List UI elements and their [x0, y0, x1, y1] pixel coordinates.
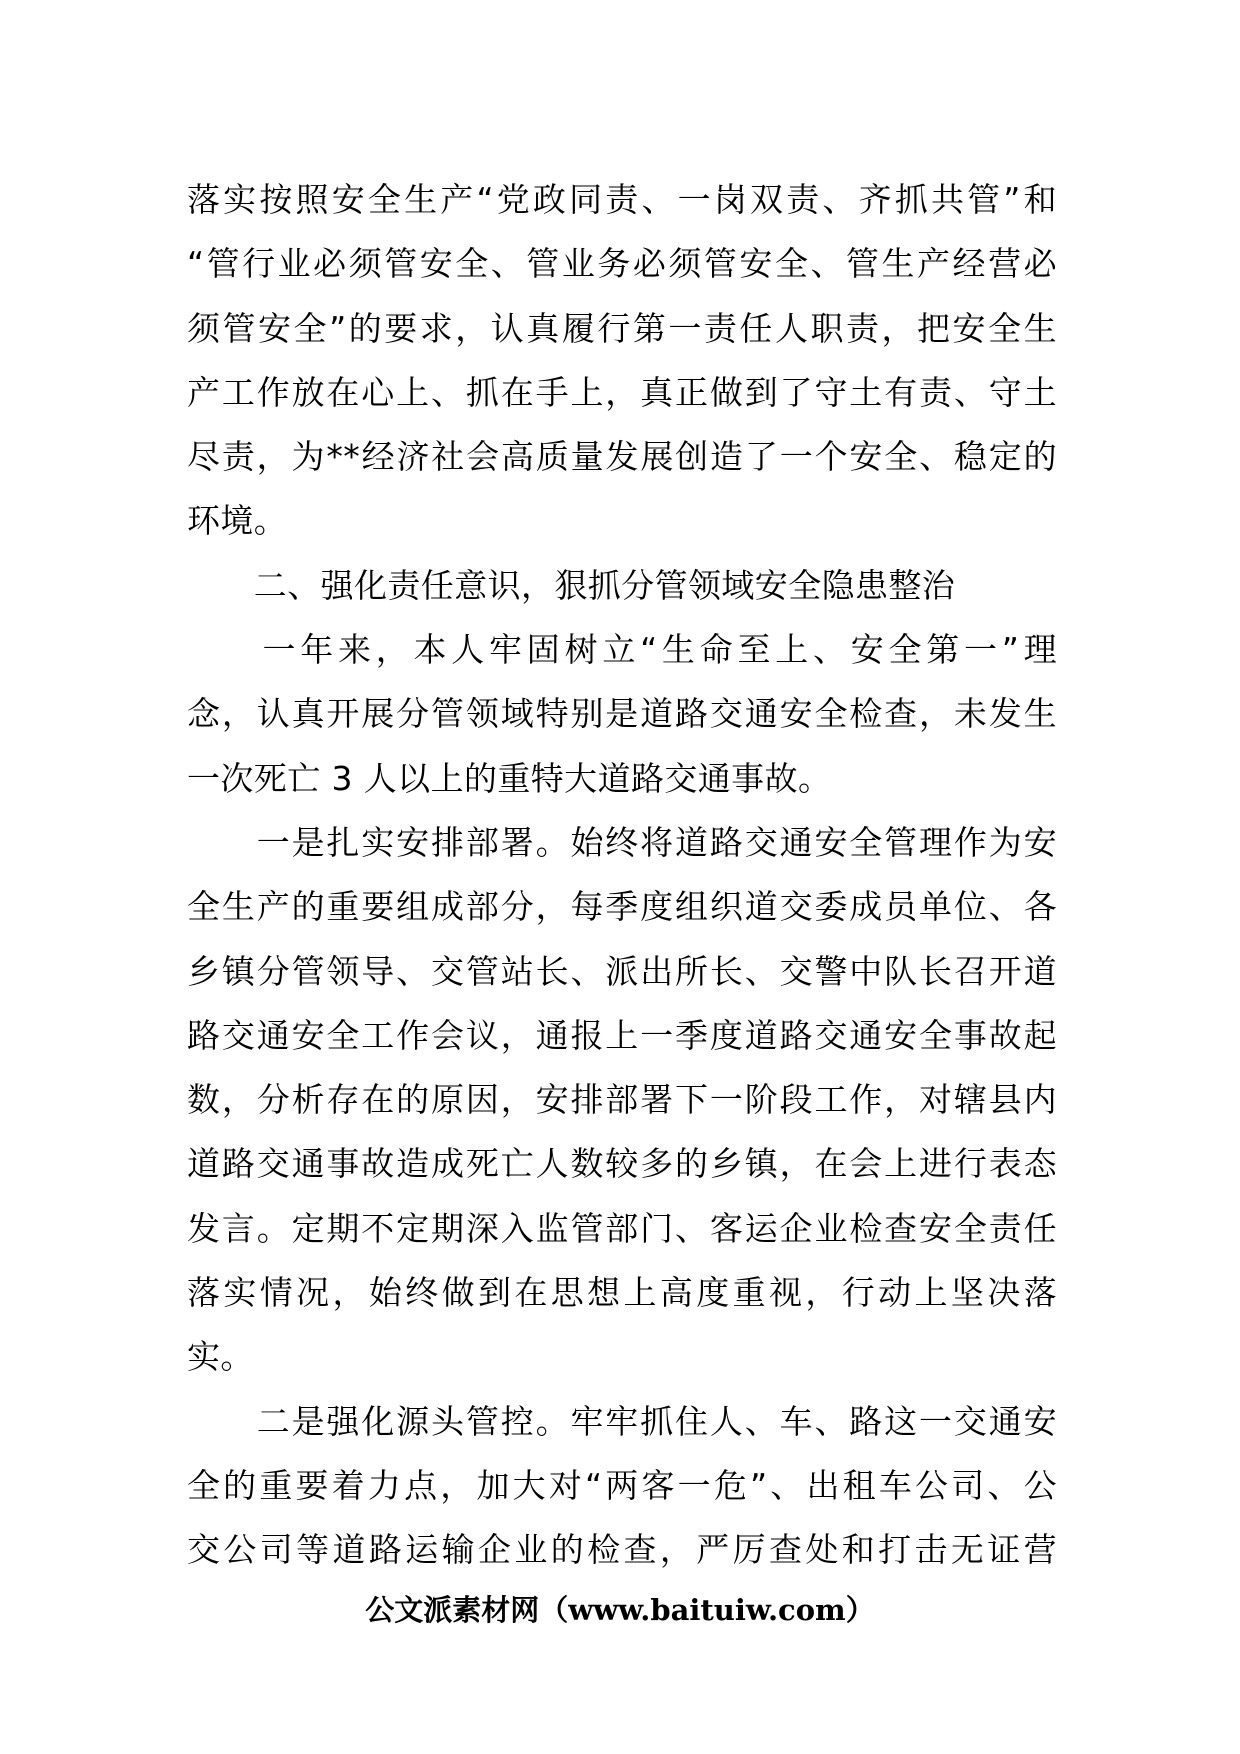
text-line: “管行业必须管安全、管业务必须管安全、管生产经营必 [187, 244, 1057, 284]
text-line: 产工作放在心上、抓在手上，真正做到了守土有责、守土 [187, 372, 1057, 412]
text-line: 一年来，本人牢固树立“生命至上、安全第一”理 [187, 630, 1057, 670]
text-line: 尽责，为**经济社会高质量发展创造了一个安全、稳定的 [187, 437, 1057, 477]
text-line: 全生产的重要组成部分，每季度组织道交委成员单位、各 [187, 887, 1057, 927]
text-line: 全的重要着力点，加大对“两客一危”、出租车公司、公 [187, 1465, 1057, 1505]
text-line: 数，分析存在的原因，安排部署下一阶段工作，对辖县内 [187, 1080, 1057, 1120]
text-line: 实。 [187, 1337, 254, 1377]
text-line: 须管安全”的要求，认真履行第一责任人职责，把安全生 [187, 308, 1057, 348]
document-body [187, 168, 1057, 1583]
section-heading: 二、强化责任意识，狠抓分管领域安全隐患整治 [187, 565, 956, 605]
text-line: 环境。 [187, 501, 288, 541]
text-line: 一是扎实安排部署。始终将道路交通安全管理作为安 [187, 822, 1057, 862]
text-line: 交公司等道路运输企业的检查，严厉查处和打击无证营 [187, 1530, 1057, 1570]
text-line: 落实按照安全生产“党政同责、一岗双责、齐抓共管”和 [187, 180, 1057, 219]
text-line: 发言。定期不定期深入监管部门、客运企业检查安全责任 [187, 1208, 1057, 1248]
text-line: 路交通安全工作会议，通报上一季度道路交通安全事故起 [187, 1015, 1057, 1055]
text-line: 道路交通事故造成死亡人数较多的乡镇，在会上进行表态 [187, 1144, 1057, 1184]
text-line: 落实情况，始终做到在思想上高度重视，行动上坚决落 [187, 1273, 1057, 1313]
text-line: 一次死亡 3 人以上的重特大道路交通事故。 [187, 758, 832, 798]
text-line: 二是强化源头管控。牢牢抓住人、车、路这一交通安 [187, 1401, 1057, 1441]
text-line: 念，认真开展分管领域特别是道路交通安全检查，未发生 [187, 694, 1057, 734]
footer-watermark: 公文派素材网（www.baituiw.com） [365, 1593, 875, 1627]
text-line: 乡镇分管领导、交管站长、派出所长、交警中队长召开道 [187, 951, 1057, 991]
